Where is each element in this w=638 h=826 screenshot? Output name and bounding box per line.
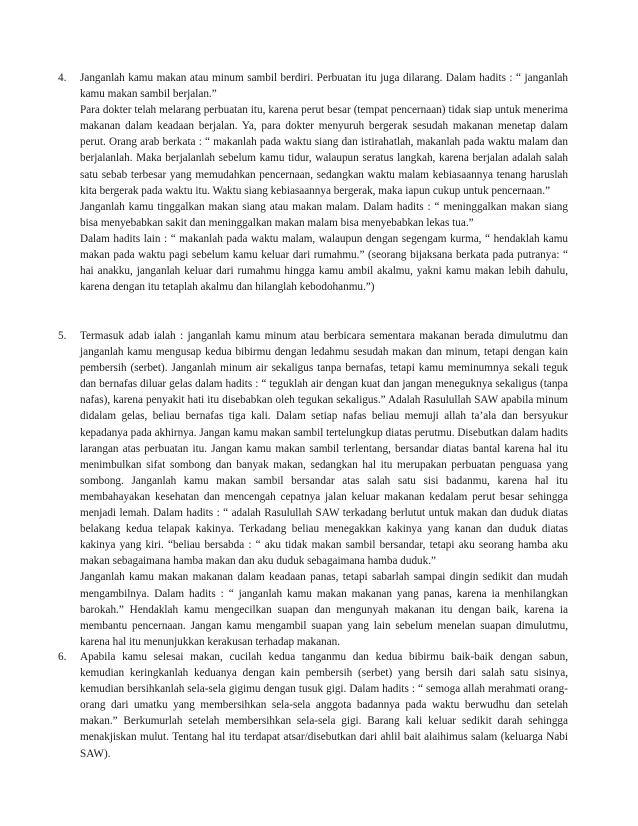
list-item-5 (58, 328, 568, 650)
paragraph: Dalam hadits lain : “ makanlah pada waktu malam, walaupun dengan segengam kurma, “ hendaklah kamu makan pada waktu pagi sebelum kamu keluar dari rumahmu.” (seorang bijaksana berkata pada putranya: “ hai anakku, janganlah keluar dari rumahmu hingga kamu ambil akalmu, yakni kamu makan lebih dahulu, karena dengan itu tetaplah akalmu dan hilanglah kebodohanmu.”) (80, 232, 568, 294)
list-item-4 (58, 70, 568, 295)
item-body (80, 328, 568, 650)
item-body (80, 649, 568, 762)
list-item-6 (58, 649, 568, 762)
paragraph: Para dokter telah melarang perbuatan itu, karena perut besar (tempat pencernaan) tidak siap untuk menerima makanan dalam keadaan berjalan. Ya, para dokter menyuruh bergerak sesudah makanan menetap dalam perut. Orang arab berkata : “ makanlah pada waktu siang dan istirahatlah, makanlah pada waktu malam dan berjalanlah. Maka berjalanlah sebelum kamu tidur, walaupun seratus langkah, karena berjalan adalah salah satu sebab terbesar yang memudahkan pencernaan, sedangkan waktu malam kebiasaannya tenang haruslah kita bergerak pada waktu itu. Waktu siang kebiasaannya bergerak, maka iapun cukup untuk pencernaan.” (80, 104, 568, 197)
paragraph: Janganlah kamu makan atau minum sambil berdiri. Perbuatan itu juga dilarang. Dalam hadits : “ janganlah kamu makan sambil berjalan.” (80, 72, 568, 101)
item-number: 5. (58, 330, 67, 342)
item-number: 6. (58, 651, 67, 663)
item-number: 4. (58, 72, 67, 84)
paragraph: Termasuk adab ialah : janganlah kamu minum atau berbicara sementara makanan berada dimulutmu dan janganlah kamu mengusap kedua bibirmu dengan ledahmu sesudah makan dan minum, tetapi dengan kain pembersih (serbet). Janganlah minum air sekaligus tanpa bernafas, tetapi kamu meminumnya sekali teguk dan bernafas diluar gelas dalam hadits : “ teguklah air dengan kuat dan jangan meneguknya sekaligus (tanpa nafas), karena penyakit hati itu disebabkan oleh tegukan sekaligus.” Adalah Rasulullah SAW apabila minum didalam gelas, beliau bernafas tiga kali. Dalam setiap nafas beliau memuji allah ta’ala dan bersyukur kepadanya pada akhirnya. Jangan kamu makan sambil tertelungkup diatas perutmu. Disebutkan dalam hadits larangan atas perbuatan itu. Jangan kamu makan sambil terlentang, bersandar diatas bantal karena hal itu menimbulkan sifat sombong dan banyak makan, sedangkan hal itu merupakan perbuatan penguasa yang sombong. Janganlah kamu makan sambil bersandar atas salah satu sisi badanmu, karena hal itu membahayakan kesehatan dan mencengah cepatnya jalan keluar makanan kedalam perut besar sehingga menjadi lemah. Dalam hadits : “ adalah Rasulullah SAW terkadang berlutut untuk makan dan duduk diatas belakang kedua telapak kakinya. Terkadang beliau menegakkan kakinya yang kanan dan duduk diatas kakinya yang kiri. “beliau bersabda : “ aku tidak makan sambil bersandar, tetapi aku seorang hamba aku makan sebagaimana hamba makan dan aku duduk sebagaimana hamba duduk.” (80, 330, 568, 568)
paragraph: Janganlah kamu tinggalkan makan siang atau makan malam. Dalam hadits : “ meninggalkan makan siang bisa menyebabkan sakit dan meninggalkan makan malam bisa menyebabkan lekas tua.” (80, 200, 568, 229)
paragraph: Apabila kamu selesai makan, cucilah kedua tanganmu dan kedua bibirmu baik-baik dengan sabun, kemudian keringkanlah keduanya dengan kain pembersih (serbet) yang bersih dari salah satu sisinya, kemudian bersihkanlah sela-sela gigimu dengan tusuk gigi. Dalam hadits : “ semoga allah merahmati orang-orang dari umatku yang membersihkan sela-sela anggota badannya pada waktu berwudhu dan setelah makan.” Berkumurlah setelah membersihkan sela-sela gigi. Barang kali keluar sedikit darah sehingga menakjiskan mulut. Tentang hal itu terdapat atsar/disebutkan dari ahlil bait alaihimus salam (keluarga Nabi SAW). (80, 651, 568, 760)
item-body (80, 70, 568, 295)
paragraph: Janganlah kamu makan makanan dalam keadaan panas, tetapi sabarlah sampai dingin sedikit dan mudah mengambilnya. Dalam hadits : “ janganlah kamu makan makanan yang panas, karena ia menhilangkan barokah.” Hendaklah kamu mengecilkan suapan dan mengunyah makanan itu dengan baik, karena ia membantu pencernaan. Jangan kamu mengambil suapan yang lain sebelum menelan suapan dimulutmu, karena hal itu menunjukkan kerakusan terhadap makanan. (80, 571, 568, 648)
